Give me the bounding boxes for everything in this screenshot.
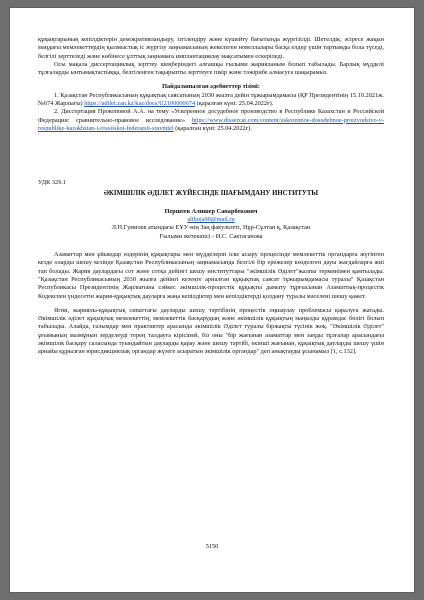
reference-1 xyxy=(38,92,384,109)
body-paragraph-2: Ягни, жариялы-құқықтық сипаттағы дауларды шешу тәртібінің процестік оңшаулау проблемасы қаралуға жатады. Әкімшілік әділет құқықтық мемлекеттің, мемлекеттік басқарудың және әкімшілік құқықтың маңызды құрамдас бөлігі болып табылады. Алайда, ғалымдар мен практиктер арасында әкімшілік Әділет туралы біржақты түсінік жоқ. "Әкімшілік Әділет" ұғымының мазмұнын зерделеуді терең талдауға кірісіпей, біз оны "бір жағынан азаматтар мен заңды тұлғалар арасындағы әкімшілік басқару саласында туындайтын дауларды қарау және шешу тәртібі, екінші жағынан, құқықтық дауларды шешу үшін арнайы құрылған юрисдикциялық органдар жүзеге асыратын әкімшілік органдар" деп анықтауды ұсынамыз [1, с.132]. xyxy=(38,306,384,356)
scientific-supervisor: Ғылыми жетекшісі - И.С. Сактаганова xyxy=(159,232,263,240)
reference-1-text: 1. Қазақстан Республикасының құқықтық саясатының 2030 жылға дейін тұжырымдамасы (ҚР Президентінің 15.10.2021ж. №674 Жарлығы) xyxy=(38,91,384,108)
page-number: 5150 xyxy=(205,543,219,550)
reference-2-link[interactable]: https://www.dissercat.com/content/uskorennoe-dosudebnoe-proizvodstvo-v-respublike-kazakhstan-i-rossiiskoi-federatsii-sravnitel xyxy=(38,116,385,132)
author-name: Першеев Алишер Сапарбекович xyxy=(164,207,258,215)
document-page xyxy=(10,8,414,592)
author-email-link[interactable]: alihoja90@mail.ru xyxy=(187,216,235,224)
page-content xyxy=(38,36,384,357)
reference-2-text: 2. Диссертация Прокоповой А.А. на тему «Ускоренное досудебное производство в Республике Казахстан и Российской Федерации: сравнительно-правовое исследование» xyxy=(38,108,384,124)
article-title: ӘКІМШІЛІК ӘДІЛЕТ ЖҮЙЕСІНДЕ ШАҒЫМДАНУ ИНСТИТУТЫ xyxy=(103,189,319,197)
body-paragraph-1: Азаматтар мен ұйымдар өздерінің құқықтары мен мүдделерін іске асыру процесінде мемлекеттік органдарға жүгінген кезде оларды шешу кезінде Қазақстан Республикасының заңнамасында белгілі бір ережелер көзделген дауы жағдайларға жиі тап болады. Жария даулардағы сот және сотқа дейінгі шешу институттары "әкімшілік Әділет"жалпы терминімен қамтылады. "Қазақстан Республикасының 2030 жылға дейінгі кезеңге арналған құқықтық саясат тұжырымдамасы туралы" Қазақстан Республикасы Президентінің Жарлығына сәйкес әкімшілік-процестік құқықты дамыту тұрғысынан Азаматтық-процестік Кодекспен үндесетін жария-құқықтық дауларға жаңа кепілдіктер мен кепілдіктерді қолдану туралы мәселені шешу қажет. xyxy=(38,251,384,300)
spacer xyxy=(38,241,384,251)
paragraph-continued: құқықтарының кепілдіктерін демократияландыру, ізгілендіру және күшейту бағытында жүргізілді. Шетелдік, әсіресе жақын маңдағы мемлекеттердің қылмыстық іс жүргізу заңнамасының жекелеген новеллалары басқа елдер үшін тартымды бола түседі, белгілі зерттеледі және көбінесе ұлттық заңнамаға имплантациялау мақсатымен ескеріледі. xyxy=(38,36,384,60)
reference-2 xyxy=(38,108,384,133)
reference-1-link[interactable]: https://adilet.zan.kz/kaz/docs/U2100000674 xyxy=(84,100,196,108)
paragraph-invitation: Осы мақала диссертациялық зерттеу шеңберіндегі алғашқы ғылыми жарияланым болып табылады. Барлық мүдделі тұлғаларды ынтымақтастыққа, белгіленген тақырыпты зерттеуге пікір және тәжірибе алмасуға шақырамыз. xyxy=(38,60,384,77)
references-heading: Пайдаланылған әдебиеттер тізімі: xyxy=(162,83,260,91)
author-affiliation: Л.Н.Гумилев атындағы ЕҰУ-нің Заң факультеті, Нұр-Сұлтан қ, Қазақстан xyxy=(111,224,311,232)
reference-2-access: (қаралған күні: 25.04.2022ғ). xyxy=(173,124,252,132)
reference-1-access: (қаралған күні: 25.04.2022ғ). xyxy=(195,100,274,108)
udk-code: УДК 329.1 xyxy=(38,179,67,187)
